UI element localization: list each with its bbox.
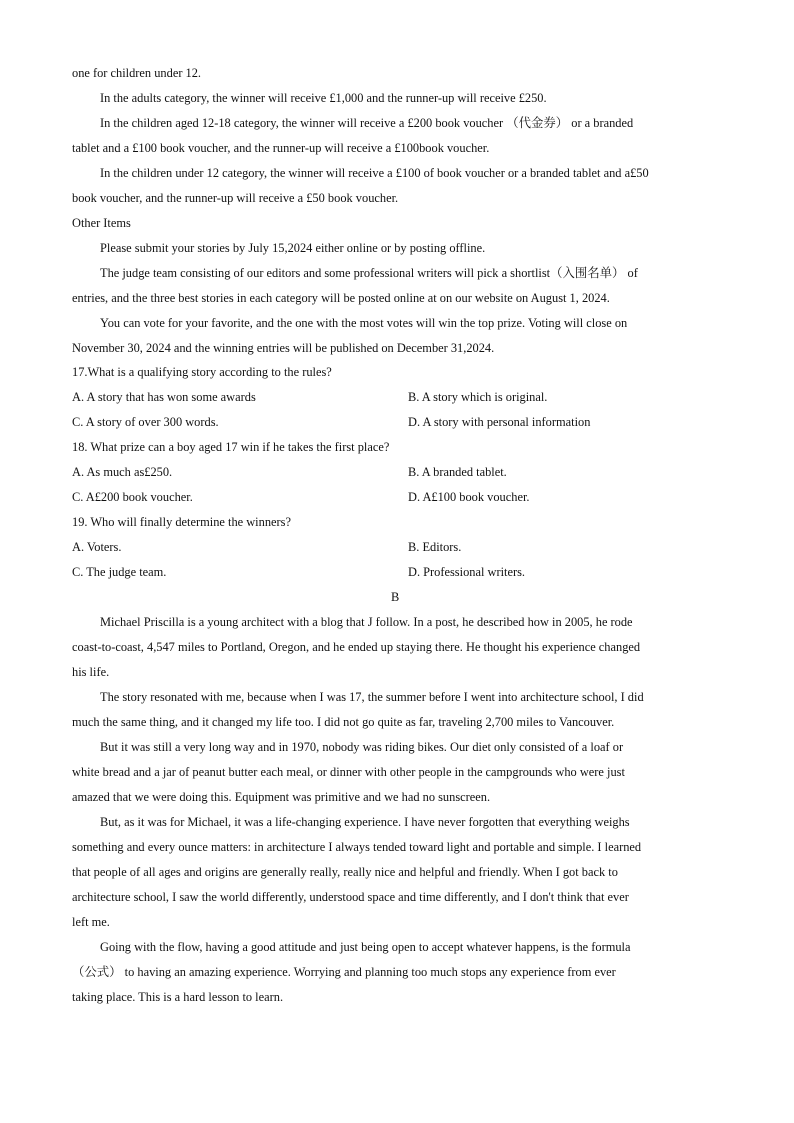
question-18: 18. What prize can a boy aged 17 win if he takes the first place? xyxy=(72,440,390,454)
section-b-heading: B xyxy=(391,590,400,604)
body-line: one for children under 12. xyxy=(72,66,202,80)
passage-line: coast-to-coast, 4,547 miles to Portland, Oregon, and he ended up staying there. He thought his experience changed xyxy=(72,640,641,654)
body-line: In the children under 12 category, the winner will receive a £100 of book voucher or a branded tablet and a£50 xyxy=(100,166,649,180)
body-line: You can vote for your favorite, and the one with the most votes will win the top prize. Voting will close on xyxy=(100,316,628,330)
q18-option-c: C. A£200 book voucher. xyxy=(72,490,193,504)
passage-line: much the same thing, and it changed my life too. I did not go quite as far, traveling 2,700 miles to Vancouver. xyxy=(72,715,615,729)
question-19: 19. Who will finally determine the winners? xyxy=(72,515,291,529)
passage-line: （公式） to having an amazing experience. Worrying and planning too much stops any experience from ever xyxy=(72,965,616,979)
passage-line: But, as it was for Michael, it was a life-changing experience. I have never forgotten that everything weighs xyxy=(100,815,630,829)
passage-line: architecture school, I saw the world differently, understood space and time differently, and I don't think that ever xyxy=(72,890,629,904)
body-line: In the adults category, the winner will receive £1,000 and the runner-up will receive £250. xyxy=(100,91,547,105)
body-line: book voucher, and the runner-up will receive a £50 book voucher. xyxy=(72,191,399,205)
q19-option-a: A. Voters. xyxy=(72,540,122,554)
q19-option-c: C. The judge team. xyxy=(72,565,167,579)
body-line: tablet and a £100 book voucher, and the runner-up will receive a £100book voucher. xyxy=(72,141,490,155)
q19-option-d: D. Professional writers. xyxy=(408,565,526,579)
body-line: November 30, 2024 and the winning entries will be published on December 31,2024. xyxy=(72,341,495,355)
q18-option-a: A. As much as£250. xyxy=(72,465,173,479)
passage-line: something and every ounce matters: in architecture I always tended toward light and portable and simple. I learned xyxy=(72,840,642,854)
passage-line: that people of all ages and origins are generally really, really nice and helpful and friendly. When I got back to xyxy=(72,865,618,879)
passage-line: taking place. This is a hard lesson to learn. xyxy=(72,990,284,1004)
passage-line: Going with the flow, having a good attitude and just being open to accept whatever happens, is the formula xyxy=(100,940,631,954)
q18-option-b: B. A branded tablet. xyxy=(408,465,507,479)
passage-line: white bread and a jar of peanut butter each meal, or dinner with other people in the campgrounds who were just xyxy=(72,765,625,779)
body-line: entries, and the three best stories in each category will be posted online at on our website on August 1, 2024. xyxy=(72,291,610,305)
body-line: Please submit your stories by July 15,2024 either online or by posting offline. xyxy=(100,241,486,255)
question-17: 17.What is a qualifying story according to the rules? xyxy=(72,365,332,379)
body-line: In the children aged 12-18 category, the winner will receive a £200 book voucher （代金券） or a branded xyxy=(100,116,634,130)
passage-line: left me. xyxy=(72,915,110,929)
section-heading: Other Items xyxy=(72,216,131,230)
passage-line: The story resonated with me, because when I was 17, the summer before I went into architecture school, I did xyxy=(100,690,644,704)
q18-option-d: D. A£100 book voucher. xyxy=(408,490,530,504)
q19-option-b: B. Editors. xyxy=(408,540,462,554)
passage-line: But it was still a very long way and in 1970, nobody was riding bikes. Our diet only consisted of a loaf or xyxy=(100,740,624,754)
q17-option-b: B. A story which is original. xyxy=(408,390,548,404)
passage-line: his life. xyxy=(72,665,110,679)
body-line: The judge team consisting of our editors and some professional writers will pick a shortlist（入围名单） of xyxy=(100,266,638,280)
q17-option-d: D. A story with personal information xyxy=(408,415,591,429)
q17-option-a: A. A story that has won some awards xyxy=(72,390,256,404)
passage-line: Michael Priscilla is a young architect with a blog that J follow. In a post, he described how in 2005, he rode xyxy=(100,615,633,629)
q17-option-c: C. A story of over 300 words. xyxy=(72,415,219,429)
passage-line: amazed that we were doing this. Equipment was primitive and we had no sunscreen. xyxy=(72,790,491,804)
